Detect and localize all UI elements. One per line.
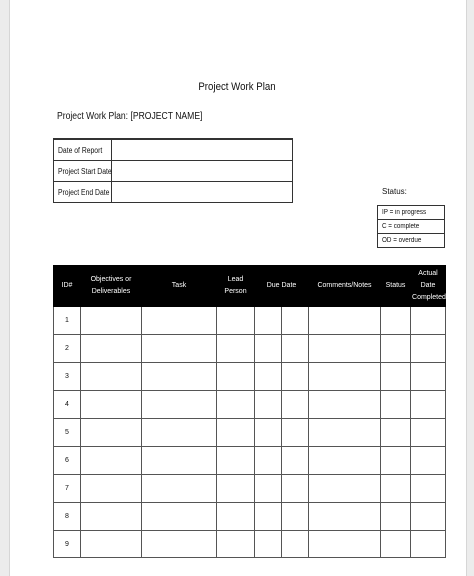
table-cell[interactable] <box>411 531 446 558</box>
table-cell[interactable] <box>309 391 381 419</box>
row-id-cell: 3 <box>54 363 81 391</box>
table-header-row <box>54 266 446 307</box>
info-row-project-end-date <box>54 182 293 203</box>
table-cell[interactable] <box>217 363 255 391</box>
table-row <box>54 391 446 419</box>
document-title: Project Work Plan <box>198 81 276 93</box>
status-legend-item: OD = overdue <box>378 234 445 248</box>
row-id-cell: 4 <box>54 391 81 419</box>
table-cell[interactable] <box>381 391 411 419</box>
table-cell[interactable] <box>381 503 411 531</box>
status-legend-item: C = complete <box>378 220 445 234</box>
table-cell[interactable] <box>217 307 255 335</box>
info-row-date-of-report <box>54 139 293 161</box>
table-row <box>54 307 446 335</box>
info-value-cell[interactable] <box>112 182 293 203</box>
table-cell[interactable] <box>282 475 309 503</box>
table-cell[interactable] <box>411 363 446 391</box>
table-cell[interactable] <box>282 335 309 363</box>
header-comments-notes: Comments/Notes <box>309 266 381 307</box>
table-cell[interactable] <box>142 503 217 531</box>
row-id-cell: 2 <box>54 335 81 363</box>
table-cell[interactable] <box>255 503 282 531</box>
table-row <box>54 503 446 531</box>
table-cell[interactable] <box>81 419 142 447</box>
table-cell[interactable] <box>217 391 255 419</box>
table-cell[interactable] <box>309 363 381 391</box>
table-cell[interactable] <box>411 307 446 335</box>
table-cell[interactable] <box>411 335 446 363</box>
table-cell[interactable] <box>217 531 255 558</box>
table-cell[interactable] <box>381 307 411 335</box>
status-legend-table <box>377 205 445 248</box>
table-row <box>54 335 446 363</box>
row-id-cell: 8 <box>54 503 81 531</box>
header-id: ID# <box>54 266 81 307</box>
info-label: Project Start Date <box>54 161 112 182</box>
table-cell[interactable] <box>81 475 142 503</box>
table-cell[interactable] <box>142 363 217 391</box>
table-cell[interactable] <box>282 391 309 419</box>
table-row <box>54 447 446 475</box>
table-row <box>54 531 446 558</box>
info-label: Date of Report <box>54 139 112 161</box>
header-task: Task <box>142 266 217 307</box>
table-cell[interactable] <box>142 475 217 503</box>
table-cell[interactable] <box>411 391 446 419</box>
table-cell[interactable] <box>309 447 381 475</box>
table-cell[interactable] <box>255 447 282 475</box>
table-cell[interactable] <box>381 419 411 447</box>
header-objectives: Objectives or Deliverables <box>81 266 142 307</box>
table-cell[interactable] <box>411 475 446 503</box>
table-cell[interactable] <box>142 447 217 475</box>
table-cell[interactable] <box>142 307 217 335</box>
table-cell[interactable] <box>309 419 381 447</box>
table-cell[interactable] <box>217 503 255 531</box>
row-id-cell: 6 <box>54 447 81 475</box>
table-cell[interactable] <box>282 447 309 475</box>
header-lead-person: Lead Person <box>217 266 255 307</box>
work-plan-table <box>53 265 446 558</box>
status-legend-heading: Status: <box>382 187 407 196</box>
table-cell[interactable] <box>309 475 381 503</box>
table-cell[interactable] <box>81 307 142 335</box>
table-cell[interactable] <box>309 307 381 335</box>
header-actual-date-completed: Actual Date Completed <box>411 266 446 307</box>
row-id-cell: 9 <box>54 531 81 558</box>
table-cell[interactable] <box>282 503 309 531</box>
status-legend-item: IP = in progress <box>378 206 445 220</box>
table-cell[interactable] <box>142 335 217 363</box>
info-value-cell[interactable] <box>112 139 293 161</box>
table-row <box>54 419 446 447</box>
table-cell[interactable] <box>255 363 282 391</box>
table-cell[interactable] <box>255 391 282 419</box>
project-name-line: Project Work Plan: [PROJECT NAME] <box>57 111 203 122</box>
table-cell[interactable] <box>282 531 309 558</box>
table-cell[interactable] <box>381 475 411 503</box>
table-cell[interactable] <box>255 335 282 363</box>
table-cell[interactable] <box>142 391 217 419</box>
table-cell[interactable] <box>217 335 255 363</box>
table-cell[interactable] <box>381 447 411 475</box>
table-cell[interactable] <box>255 307 282 335</box>
project-info-table <box>53 138 293 203</box>
table-cell[interactable] <box>309 531 381 558</box>
table-cell[interactable] <box>411 419 446 447</box>
table-cell[interactable] <box>282 307 309 335</box>
table-cell[interactable] <box>81 531 142 558</box>
table-cell[interactable] <box>81 391 142 419</box>
table-cell[interactable] <box>217 475 255 503</box>
row-id-cell: 7 <box>54 475 81 503</box>
table-cell[interactable] <box>255 531 282 558</box>
table-cell[interactable] <box>282 419 309 447</box>
table-cell[interactable] <box>381 531 411 558</box>
table-row <box>54 363 446 391</box>
table-cell[interactable] <box>142 419 217 447</box>
table-cell[interactable] <box>255 419 282 447</box>
table-cell[interactable] <box>255 475 282 503</box>
table-cell[interactable] <box>309 503 381 531</box>
table-cell[interactable] <box>381 363 411 391</box>
header-due-date: Due Date <box>255 266 309 307</box>
table-cell[interactable] <box>411 447 446 475</box>
table-cell[interactable] <box>217 447 255 475</box>
table-cell[interactable] <box>309 335 381 363</box>
table-cell[interactable] <box>81 503 142 531</box>
table-cell[interactable] <box>81 447 142 475</box>
header-status: Status <box>381 266 411 307</box>
row-id-cell: 5 <box>54 419 81 447</box>
info-label: Project End Date <box>54 182 112 203</box>
table-cell[interactable] <box>81 335 142 363</box>
info-value-cell[interactable] <box>112 161 293 182</box>
info-row-project-start-date <box>54 161 293 182</box>
table-cell[interactable] <box>282 363 309 391</box>
table-cell[interactable] <box>411 503 446 531</box>
table-cell[interactable] <box>142 531 217 558</box>
table-cell[interactable] <box>381 335 411 363</box>
table-cell[interactable] <box>81 363 142 391</box>
row-id-cell: 1 <box>54 307 81 335</box>
table-row <box>54 475 446 503</box>
table-cell[interactable] <box>217 419 255 447</box>
